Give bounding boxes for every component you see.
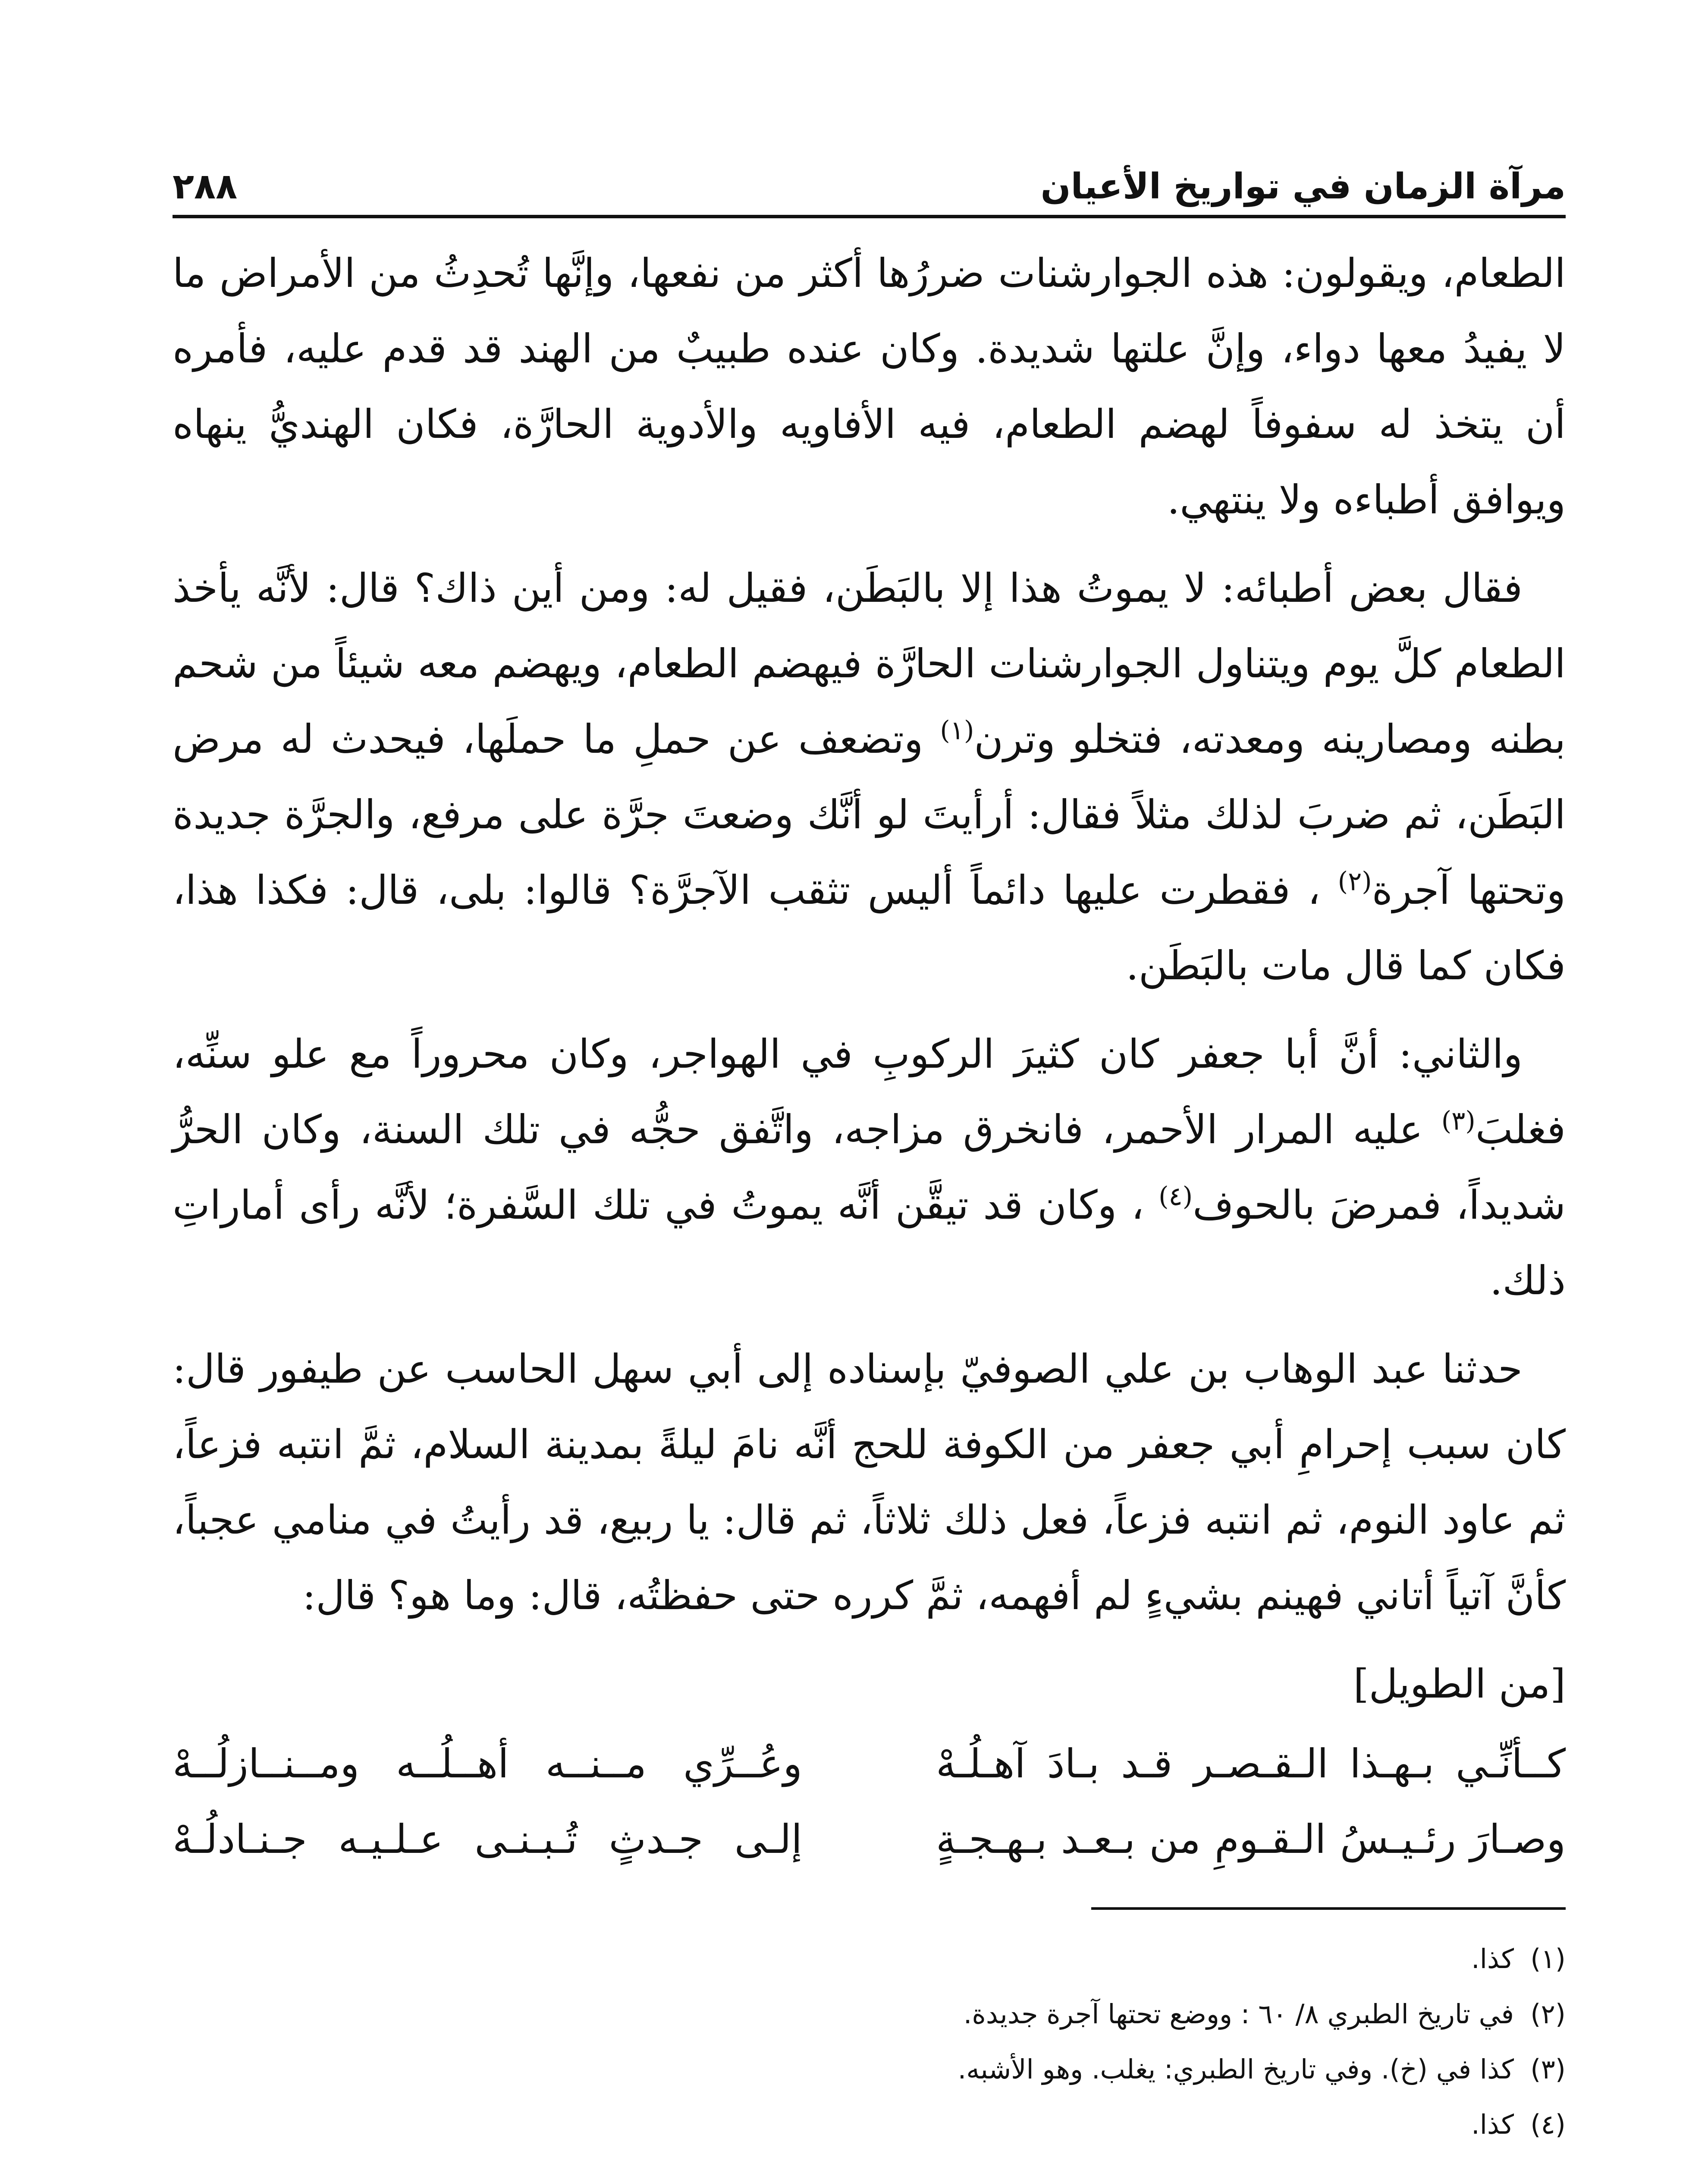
- footnote-ref-4[interactable]: (٤): [1159, 1181, 1193, 1212]
- book-title: مرآة الزمان في تواريخ الأعيان: [1040, 166, 1566, 207]
- paragraph-2: [173, 550, 1566, 1003]
- poetic-meter-label: [من الطويل]: [1353, 1661, 1566, 1707]
- body-text: [173, 236, 1566, 1877]
- footnote-rule: [1091, 1907, 1566, 1910]
- verse-second-hemistich: إلـى جـدثٍ تُـبـنـى عـلـيـه جـنـادلُـهْ: [173, 1816, 802, 1862]
- footnote-number: (٣): [1530, 2053, 1566, 2085]
- paragraph-text: حدثنا عبد الوهاب بن علي الصوفيّ بإسناده إلى أبي سهل الحاسب عن طيفور قال: كان سبب إحرامِ أبي جعفر من الكوفة للحج أنَّه نامَ ليلةً بمدينة السلام، ثمَّ انتبه فزعاً، ثم عاود النوم، ثم انتبه فزعاً، فعل ذلك ثلاثاً، ثم قال: يا ربيع، قد رأيتُ في منامي عجباً، كأنَّ آتياً أتاني فهينم بشيءٍ لم أفهمه، ثمَّ كرره حتى حفظتُه، قال: وما هو؟ قال:: [173, 1346, 1566, 1619]
- paragraph-text: الطعام، ويقولون: هذه الجوارشنات ضررُها أكثر من نفعها، وإنَّها تُحدِثُ من الأمراض ما لا يفيدُ معها دواء، وإنَّ علتها شديدة. وكان عنده طبيبٌ من الهند قد قدم عليه، فأمره أن يتخذ له سفوفاً لهضم الطعام، فيه الأفاويه والأدوية الحارَّة، فكان الهنديُّ ينهاه ويوافق أطباءه ولا ينتهي.: [173, 250, 1566, 523]
- paragraph-text: وتضعف عن حملِ ما حملَها، فيحدث له مرض البَطَن، ثم ضربَ لذلك مثلاً فقال: أرأيتَ لو أنَّك وضعتَ جرَّة على مرفع، والجرَّة جديدة وتحتها آجرة: [173, 716, 1566, 913]
- paragraph-text: فقال بعض أطبائه: لا يموتُ هذا إلا بالبَطَن، فقيل له: ومن أين ذاك؟ قال: لأنَّه يأخذ الطعام كلَّ يوم ويتناول الجوارشنات الحارَّة فيهضم الطعام، ويهضم معه شيئاً من شحم بطنه ومصارينه ومعدته، فتخلو وترن: [173, 565, 1566, 762]
- paragraph-3: [173, 1016, 1566, 1318]
- paragraph-text: ، وكان قد تيقَّن أنَّه يموتُ في تلك السَّفرة؛ لأنَّه رأى أماراتِ ذلك.: [173, 1182, 1566, 1304]
- footnote-ref-1[interactable]: (١): [940, 715, 974, 746]
- footnote-4: [173, 2097, 1566, 2152]
- footnote-text: كذا في (خ). وفي تاريخ الطبري: يغلب. وهو الأشبه.: [958, 2053, 1514, 2085]
- header-rule: [173, 215, 1566, 218]
- footnote-number: (١): [1530, 1943, 1566, 1975]
- verse-2: [173, 1802, 1566, 1877]
- verse-second-hemistich: وعُــرِّي مــنــه أهــلُــه ومــنــازلُــهْ: [173, 1741, 802, 1787]
- footnote-3: [173, 2042, 1566, 2097]
- paragraph-text: عليه المرار الأحمر، فانخرق مزاجه، واتَّفق حجُّه في تلك السنة، وكان الحرُّ شديداً، فمرضَ بالحوف: [173, 1107, 1566, 1228]
- footnote-text: كذا.: [1471, 2109, 1514, 2140]
- verse-first-hemistich: كــأنِّـي بـهـذا الـقـصـر قـد بـادَ آهـلُـهْ: [936, 1741, 1566, 1787]
- paragraph-1: [173, 236, 1566, 538]
- running-header: [173, 129, 1566, 215]
- paragraph-text: والثاني: أنَّ أبا جعفر كان كثيرَ الركوبِ في الهواجر، وكان محروراً مع علو سنِّه، فغلبَ: [173, 1031, 1566, 1153]
- page-number: ٢٨٨: [173, 166, 238, 207]
- footnote-number: (٢): [1530, 1998, 1566, 2030]
- paragraph-4: [173, 1331, 1566, 1633]
- footnote-1: [173, 1931, 1566, 1987]
- footnote-ref-2[interactable]: (٢): [1338, 866, 1372, 897]
- footnote-text: في تاريخ الطبري ٨/ ٦٠ : ووضع تحتها آجرة جديدة.: [963, 1998, 1514, 2030]
- footnote-number: (٤): [1530, 2109, 1566, 2140]
- paragraph-text: ، فقطرت عليها دائماً أليس تثقب الآجرَّة؟ قالوا: بلى، قال: فكذا هذا، فكان كما قال مات بالبَطَن.: [173, 867, 1566, 989]
- footnote-ref-3[interactable]: (٣): [1441, 1106, 1476, 1136]
- footnote-2: [173, 1987, 1566, 2042]
- footnote-text: كذا.: [1471, 1943, 1514, 1975]
- poem: [173, 1726, 1566, 1877]
- book-page: [173, 129, 1566, 2157]
- verse-first-hemistich: وصـارَ رئـيـسُ الـقـومِ من بـعـد بـهـجـةٍ: [936, 1816, 1566, 1862]
- footnotes: [173, 1931, 1566, 2152]
- verse-1: [173, 1726, 1566, 1802]
